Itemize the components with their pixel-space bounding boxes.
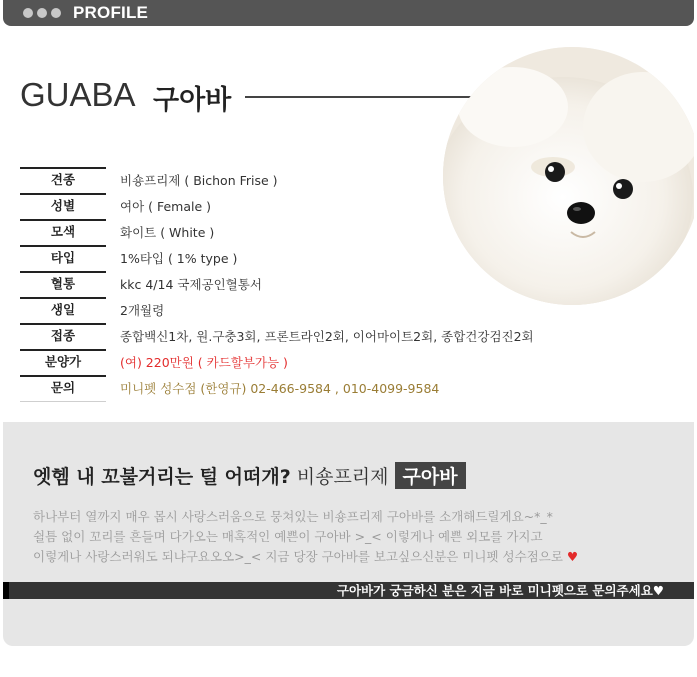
price-value: (여) 220만원 ( 카드할부가능 ) xyxy=(120,355,288,370)
intro-line-last xyxy=(33,547,578,567)
dot-icon xyxy=(51,8,61,18)
headline-name-tag: 구아바 xyxy=(395,462,466,489)
info-label: 문의 xyxy=(20,375,106,402)
info-label: 타입 xyxy=(20,245,106,272)
info-value: 1%타입 ( 1% type ) xyxy=(120,251,238,266)
info-label: 분양가 xyxy=(20,349,106,376)
info-value: 비숑프리제 ( Bichon Frise ) xyxy=(120,173,278,188)
info-label: 접종 xyxy=(20,323,106,350)
info-value: 화이트 ( White ) xyxy=(120,225,215,240)
headline-text: 엣헴 내 꼬불거리는 털 어떠개? xyxy=(33,466,291,488)
cta-bar xyxy=(3,582,694,599)
dog-name-korean: 구아바 xyxy=(153,85,232,116)
info-value: kkc 4/14 국제공인혈통서 xyxy=(120,277,262,292)
dog-name-english: GUABA xyxy=(20,76,136,113)
headline-breed: 비숑프리제 xyxy=(296,466,389,488)
intro-line: 이렇게나 사랑스러워도 되냐구요오오>_< 지금 당장 구아바를 보고싶으신분은 미니펫 성수점으로 xyxy=(33,549,563,564)
intro-line: 하나부터 열까지 매우 몹시 사랑스러움으로 뭉쳐있는 비숑프리제 구아바를 소개해드릴게요~*_* xyxy=(33,509,553,524)
heart-icon: ♥ xyxy=(566,549,579,564)
intro-section xyxy=(3,422,694,646)
header-bar xyxy=(3,0,694,26)
info-label: 모색 xyxy=(20,219,106,246)
window-dots xyxy=(23,8,61,18)
dot-icon xyxy=(37,8,47,18)
dot-icon xyxy=(23,8,33,18)
title-divider xyxy=(245,96,485,98)
dog-photo xyxy=(443,47,694,305)
info-label: 생일 xyxy=(20,297,106,324)
profile-card xyxy=(3,0,694,646)
info-label: 혈통 xyxy=(20,271,106,298)
header-title: PROFILE xyxy=(73,3,149,22)
intro-line: 쉴틈 없이 꼬리를 흔들며 다가오는 매혹적인 예쁜이 구아바 >_< 이렇게나 예쁜 외모를 가지고 xyxy=(33,529,543,544)
info-label: 성별 xyxy=(20,193,106,220)
info-value: 종합백신1차, 원.구충3회, 프론트라인2회, 이어마이트2회, 종합건강검진2회 xyxy=(120,329,534,344)
intro-headline xyxy=(33,462,466,489)
cta-text: 구아바가 궁금하신 분은 지금 바로 미니펫으로 문의주세요♥ xyxy=(336,583,664,598)
info-value: 2개월령 xyxy=(120,303,165,318)
info-label: 견종 xyxy=(20,167,106,194)
contact-value: 미니펫 성수점 (한영규) 02-466-9584 , 010-4099-9584 xyxy=(120,381,440,396)
info-value: 여아 ( Female ) xyxy=(120,199,212,214)
intro-paragraph xyxy=(33,507,578,567)
